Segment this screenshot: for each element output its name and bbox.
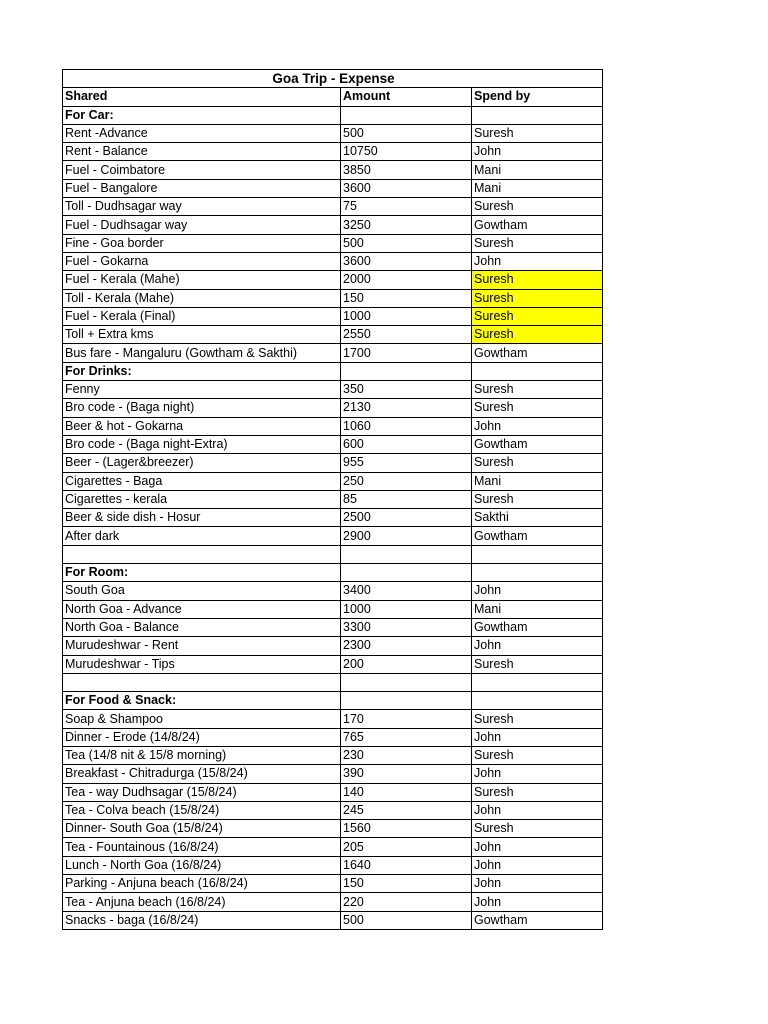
cell-spend-by: Suresh xyxy=(472,234,603,252)
cell-description: Murudeshwar - Rent xyxy=(63,637,341,655)
table-row xyxy=(63,783,603,801)
cell-description: For Room: xyxy=(63,564,341,582)
table-row xyxy=(63,472,603,490)
cell-amount: 170 xyxy=(341,710,472,728)
cell-description: Bro code - (Baga night) xyxy=(63,399,341,417)
table-row xyxy=(63,381,603,399)
cell-description: Snacks - baga (16/8/24) xyxy=(63,911,341,929)
cell-amount xyxy=(341,692,472,710)
cell-spend-by xyxy=(472,106,603,124)
cell-description: South Goa xyxy=(63,582,341,600)
cell-spend-by: Suresh xyxy=(472,271,603,289)
cell-description: Tea - Fountainous (16/8/24) xyxy=(63,838,341,856)
table-row xyxy=(63,307,603,325)
table-row xyxy=(63,289,603,307)
cell-amount: 1000 xyxy=(341,600,472,618)
cell-spend-by xyxy=(472,692,603,710)
cell-amount: 1060 xyxy=(341,417,472,435)
section-row xyxy=(63,362,603,380)
table-row xyxy=(63,435,603,453)
cell-description: Toll - Kerala (Mahe) xyxy=(63,289,341,307)
cell-amount: 220 xyxy=(341,893,472,911)
cell-amount xyxy=(341,106,472,124)
cell-description: Dinner- South Goa (15/8/24) xyxy=(63,820,341,838)
cell-spend-by: John xyxy=(472,801,603,819)
cell-amount: 500 xyxy=(341,124,472,142)
cell-spend-by xyxy=(472,673,603,691)
table-row xyxy=(63,911,603,929)
cell-amount: 2500 xyxy=(341,509,472,527)
cell-spend-by: Suresh xyxy=(472,746,603,764)
cell-amount: 1560 xyxy=(341,820,472,838)
cell-description: Tea - Colva beach (15/8/24) xyxy=(63,801,341,819)
cell-spend-by: John xyxy=(472,143,603,161)
cell-description: For Drinks: xyxy=(63,362,341,380)
cell-description: Beer - (Lager&breezer) xyxy=(63,454,341,472)
cell-amount: 350 xyxy=(341,381,472,399)
cell-description: Fuel - Dudhsagar way xyxy=(63,216,341,234)
cell-spend-by: Mani xyxy=(472,472,603,490)
cell-amount: 250 xyxy=(341,472,472,490)
cell-spend-by: Suresh xyxy=(472,783,603,801)
table-row xyxy=(63,600,603,618)
table-row xyxy=(63,838,603,856)
cell-amount xyxy=(341,362,472,380)
table-row xyxy=(63,820,603,838)
section-row xyxy=(63,564,603,582)
cell-description xyxy=(63,545,341,563)
cell-description xyxy=(63,673,341,691)
cell-spend-by: Suresh xyxy=(472,655,603,673)
cell-spend-by: Gowtham xyxy=(472,911,603,929)
cell-spend-by: Mani xyxy=(472,161,603,179)
table-row xyxy=(63,234,603,252)
cell-amount: 3300 xyxy=(341,618,472,636)
cell-description: Fuel - Gokarna xyxy=(63,252,341,270)
cell-spend-by: John xyxy=(472,875,603,893)
table-row xyxy=(63,417,603,435)
cell-amount: 1000 xyxy=(341,307,472,325)
cell-amount: 75 xyxy=(341,198,472,216)
table-row xyxy=(63,344,603,362)
table-row xyxy=(63,746,603,764)
cell-description: Lunch - North Goa (16/8/24) xyxy=(63,856,341,874)
cell-spend-by: Suresh xyxy=(472,710,603,728)
cell-amount: 10750 xyxy=(341,143,472,161)
cell-description: Fuel - Kerala (Final) xyxy=(63,307,341,325)
cell-spend-by: Gowtham xyxy=(472,527,603,545)
cell-description: Toll - Dudhsagar way xyxy=(63,198,341,216)
cell-spend-by: Suresh xyxy=(472,490,603,508)
cell-spend-by: Suresh xyxy=(472,198,603,216)
cell-description: After dark xyxy=(63,527,341,545)
table-row xyxy=(63,527,603,545)
cell-amount: 3600 xyxy=(341,179,472,197)
cell-amount: 390 xyxy=(341,765,472,783)
cell-spend-by: Sakthi xyxy=(472,509,603,527)
table-row xyxy=(63,728,603,746)
cell-amount: 1700 xyxy=(341,344,472,362)
cell-amount: 955 xyxy=(341,454,472,472)
table-row xyxy=(63,765,603,783)
cell-description: For Car: xyxy=(63,106,341,124)
table-row xyxy=(63,637,603,655)
cell-spend-by: Suresh xyxy=(472,820,603,838)
cell-description: Beer & side dish - Hosur xyxy=(63,509,341,527)
cell-description: Parking - Anjuna beach (16/8/24) xyxy=(63,875,341,893)
section-row xyxy=(63,106,603,124)
cell-description: Tea (14/8 nit & 15/8 morning) xyxy=(63,746,341,764)
table-row xyxy=(63,326,603,344)
cell-description: Fuel - Bangalore xyxy=(63,179,341,197)
cell-description: Fuel - Kerala (Mahe) xyxy=(63,271,341,289)
cell-spend-by: Mani xyxy=(472,600,603,618)
expense-table xyxy=(62,69,603,930)
table-row xyxy=(63,875,603,893)
table-row xyxy=(63,252,603,270)
cell-amount: 85 xyxy=(341,490,472,508)
cell-spend-by: Suresh xyxy=(472,124,603,142)
cell-description: For Food & Snack: xyxy=(63,692,341,710)
cell-amount: 500 xyxy=(341,911,472,929)
cell-description: Cigarettes - kerala xyxy=(63,490,341,508)
table-row xyxy=(63,856,603,874)
cell-amount: 600 xyxy=(341,435,472,453)
cell-spend-by: John xyxy=(472,582,603,600)
cell-amount: 3850 xyxy=(341,161,472,179)
table-row xyxy=(63,198,603,216)
cell-spend-by: John xyxy=(472,838,603,856)
cell-description: Bro code - (Baga night-Extra) xyxy=(63,435,341,453)
cell-description: North Goa - Balance xyxy=(63,618,341,636)
cell-spend-by xyxy=(472,362,603,380)
cell-spend-by: Suresh xyxy=(472,381,603,399)
cell-spend-by xyxy=(472,564,603,582)
cell-amount xyxy=(341,673,472,691)
title-row xyxy=(63,70,603,88)
table-row xyxy=(63,893,603,911)
table-row xyxy=(63,143,603,161)
cell-amount: 500 xyxy=(341,234,472,252)
table-row xyxy=(63,271,603,289)
cell-amount: 3250 xyxy=(341,216,472,234)
table-row xyxy=(63,509,603,527)
cell-amount xyxy=(341,545,472,563)
cell-amount: 2550 xyxy=(341,326,472,344)
blank-row xyxy=(63,545,603,563)
header-amount: Amount xyxy=(341,88,472,106)
cell-spend-by: Gowtham xyxy=(472,344,603,362)
cell-description: Rent - Balance xyxy=(63,143,341,161)
cell-amount: 3600 xyxy=(341,252,472,270)
table-row xyxy=(63,490,603,508)
cell-spend-by: Gowtham xyxy=(472,435,603,453)
cell-spend-by: John xyxy=(472,637,603,655)
cell-description: Fenny xyxy=(63,381,341,399)
header-row xyxy=(63,88,603,106)
cell-spend-by: John xyxy=(472,252,603,270)
cell-description: Tea - Anjuna beach (16/8/24) xyxy=(63,893,341,911)
cell-amount: 150 xyxy=(341,875,472,893)
table-row xyxy=(63,710,603,728)
cell-amount: 150 xyxy=(341,289,472,307)
table-row xyxy=(63,399,603,417)
table-row xyxy=(63,161,603,179)
cell-description: Soap & Shampoo xyxy=(63,710,341,728)
cell-spend-by xyxy=(472,545,603,563)
table-row xyxy=(63,801,603,819)
cell-amount: 2900 xyxy=(341,527,472,545)
cell-amount: 1640 xyxy=(341,856,472,874)
cell-spend-by: Gowtham xyxy=(472,216,603,234)
cell-amount xyxy=(341,564,472,582)
cell-amount: 205 xyxy=(341,838,472,856)
cell-amount: 765 xyxy=(341,728,472,746)
cell-spend-by: Suresh xyxy=(472,454,603,472)
cell-spend-by: John xyxy=(472,893,603,911)
cell-amount: 200 xyxy=(341,655,472,673)
cell-description: Cigarettes - Baga xyxy=(63,472,341,490)
cell-spend-by: Suresh xyxy=(472,307,603,325)
cell-description: Beer & hot - Gokarna xyxy=(63,417,341,435)
cell-amount: 140 xyxy=(341,783,472,801)
cell-spend-by: John xyxy=(472,856,603,874)
cell-spend-by: Suresh xyxy=(472,289,603,307)
cell-amount: 3400 xyxy=(341,582,472,600)
cell-spend-by: John xyxy=(472,728,603,746)
cell-spend-by: John xyxy=(472,417,603,435)
cell-description: Breakfast - Chitradurga (15/8/24) xyxy=(63,765,341,783)
cell-spend-by: Suresh xyxy=(472,326,603,344)
cell-spend-by: Mani xyxy=(472,179,603,197)
cell-description: Murudeshwar - Tips xyxy=(63,655,341,673)
cell-description: Fuel - Coimbatore xyxy=(63,161,341,179)
table-row xyxy=(63,124,603,142)
cell-spend-by: John xyxy=(472,765,603,783)
cell-amount: 2130 xyxy=(341,399,472,417)
table-row xyxy=(63,179,603,197)
cell-spend-by: Suresh xyxy=(472,399,603,417)
expense-table-body xyxy=(63,70,603,930)
table-row xyxy=(63,582,603,600)
cell-description: North Goa - Advance xyxy=(63,600,341,618)
cell-description: Rent -Advance xyxy=(63,124,341,142)
cell-amount: 2000 xyxy=(341,271,472,289)
cell-description: Fine - Goa border xyxy=(63,234,341,252)
header-shared: Shared xyxy=(63,88,341,106)
cell-amount: 245 xyxy=(341,801,472,819)
table-row xyxy=(63,655,603,673)
table-row xyxy=(63,618,603,636)
table-row xyxy=(63,454,603,472)
blank-row xyxy=(63,673,603,691)
cell-description: Tea - way Dudhsagar (15/8/24) xyxy=(63,783,341,801)
section-row xyxy=(63,692,603,710)
cell-description: Dinner - Erode (14/8/24) xyxy=(63,728,341,746)
header-spend-by: Spend by xyxy=(472,88,603,106)
table-row xyxy=(63,216,603,234)
cell-spend-by: Gowtham xyxy=(472,618,603,636)
cell-description: Bus fare - Mangaluru (Gowtham & Sakthi) xyxy=(63,344,341,362)
cell-amount: 230 xyxy=(341,746,472,764)
cell-description: Toll + Extra kms xyxy=(63,326,341,344)
sheet-title: Goa Trip - Expense xyxy=(63,70,603,88)
cell-amount: 2300 xyxy=(341,637,472,655)
